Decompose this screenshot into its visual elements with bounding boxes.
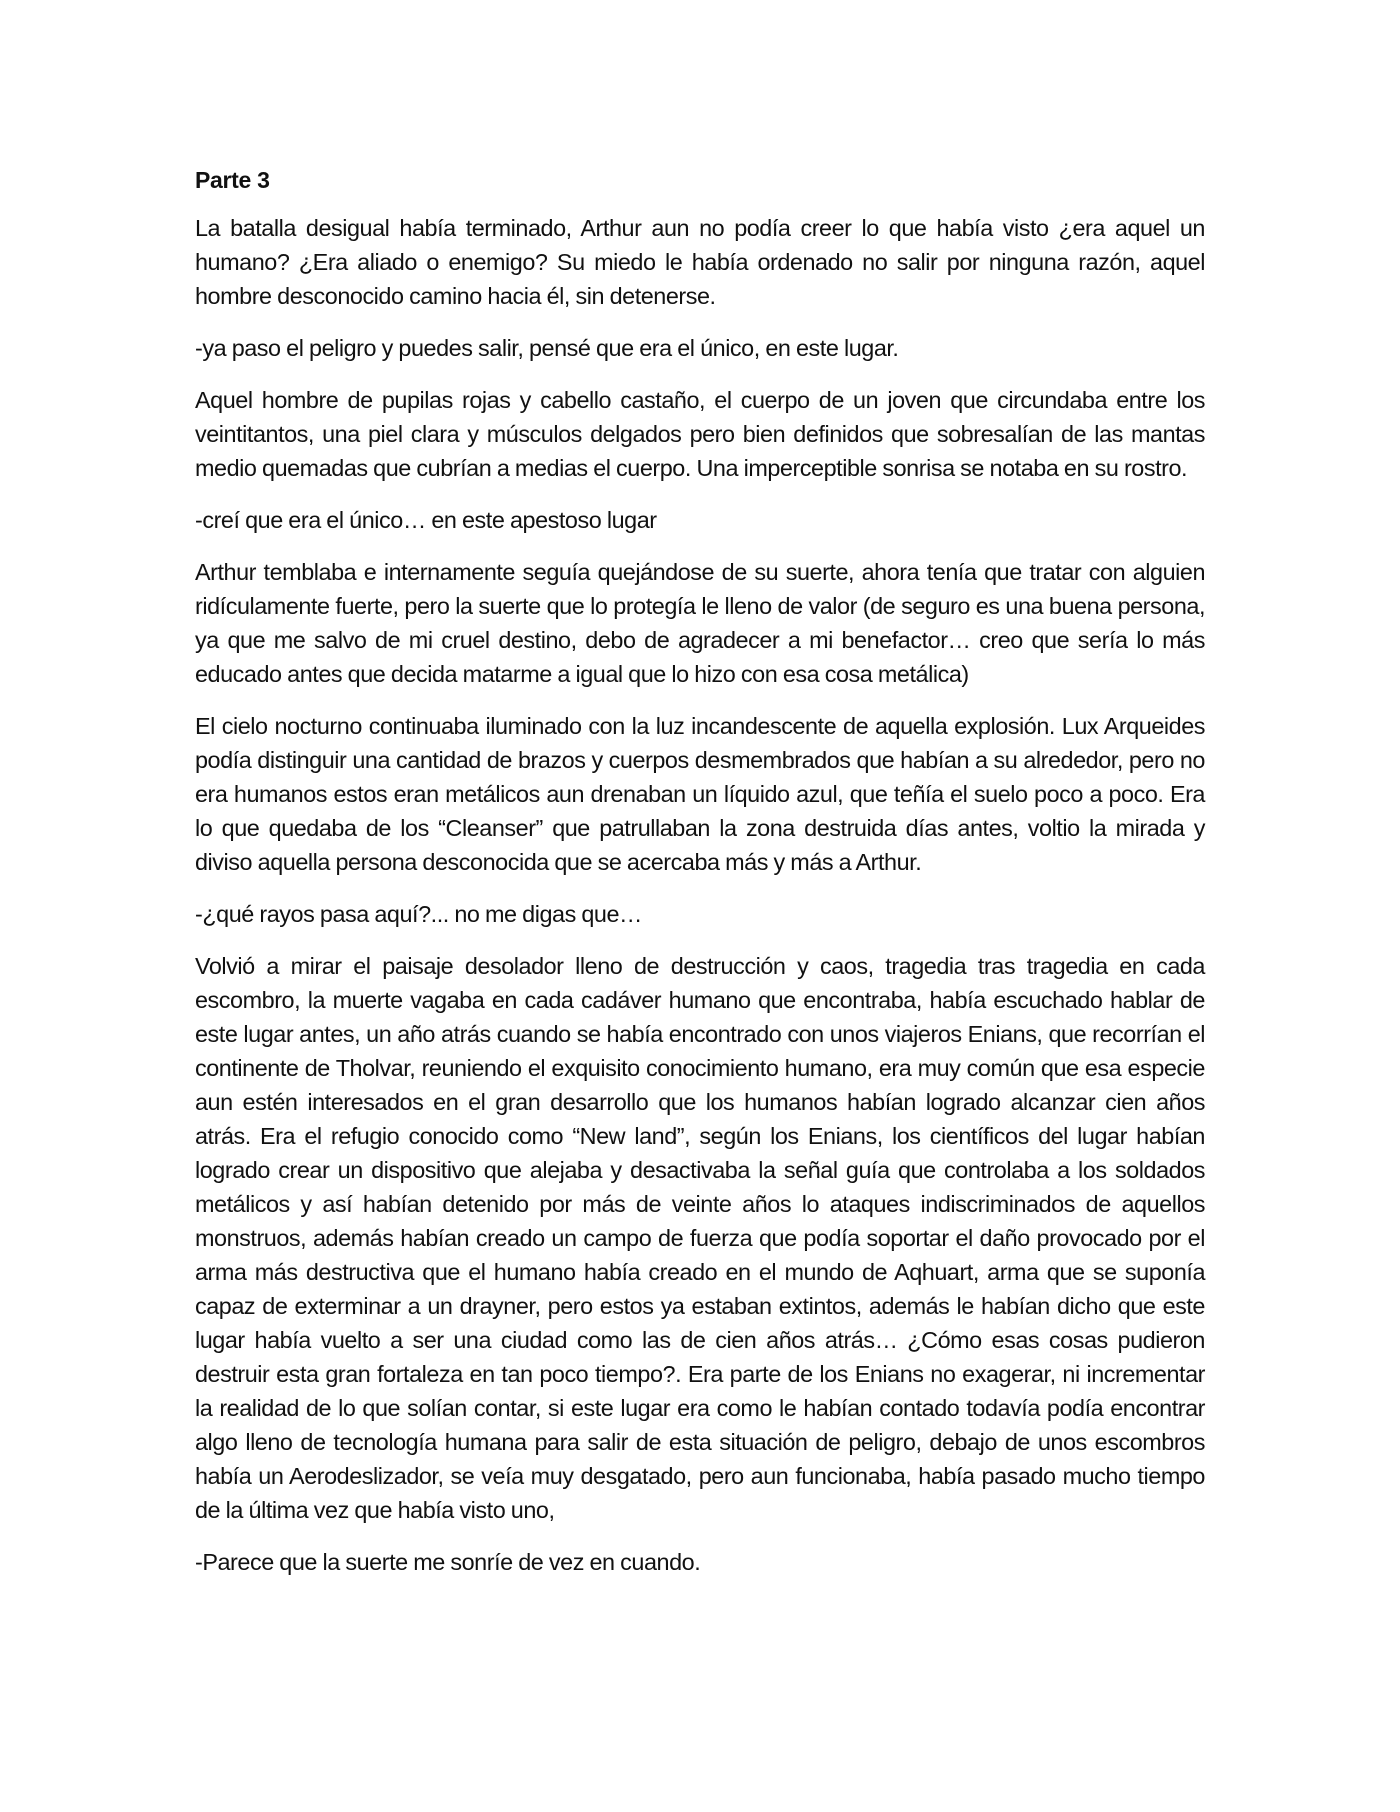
dialogue-line: -creí que era el único… en este apestoso lugar [195, 507, 657, 533]
dialogue-line: -ya paso el peligro y puedes salir, pensé que era el único, en este lugar. [195, 335, 899, 361]
narration-paragraph: Volvió a mirar el paisaje desolador lleno de destrucción y caos, tragedia tras tragedia en cada escombro, la muerte vagaba en cada cadáver humano que encontraba, había escuchado hablar de este lugar antes, un año atrás cuando se había encontrado con unos viajeros Enians, que recorrían el continente de Tholvar, reuniendo el exquisito conocimiento humano, era muy común que esa especie aun estén interesados en el gran desarrollo que los humanos habían logrado alcanzar cien años atrás. Era el refugio conocido como “New land”, según los Enians, los científicos del lugar habían logrado crear un dispositivo que alejaba y desactivaba la señal guía que controlaba a los soldados metálicos y así habían detenido por más de veinte años lo ataques indiscriminados de aquellos monstruos, además habían creado un campo de fuerza que podía soportar el daño provocado por el arma más destructiva que el humano había creado en el mundo de Aqhuart, arma que se suponía capaz de exterminar a un drayner, pero estos ya estaban extintos, además le habían dicho que este lugar había vuelto a ser una ciudad como las de cien años atrás… ¿Cómo esas cosas pudieron destruir esta gran fortaleza en tan poco tiempo?. Era parte de los Enians no exagerar, ni incrementar la realidad de lo que solían contar, si este lugar era como le habían contado todavía podía encontrar algo lleno de tecnología humana para salir de esta situación de peligro, debajo de unos escombros había un Aerodeslizador, se veía muy desgatado, pero aun funcionaba, había pasado mucho tiempo de la última vez que había visto uno, [195, 953, 1205, 1523]
document-page [195, 163, 1205, 1597]
narration-paragraph: Arthur temblaba e internamente seguía quejándose de su suerte, ahora tenía que tratar con alguien ridículamente fuerte, pero la suerte que lo protegía le lleno de valor (de seguro es una buena persona, ya que me salvo de mi cruel destino, debo de agradecer a mi benefactor… creo que sería lo más educado antes que decida matarme a igual que lo hizo con esa cosa metálica) [195, 559, 1205, 687]
narration-paragraph: La batalla desigual había terminado, Arthur aun no podía creer lo que había visto ¿era aquel un humano? ¿Era aliado o enemigo? Su miedo le había ordenado no salir por ninguna razón, aquel hombre desconocido camino hacia él, sin detenerse. [195, 215, 1205, 309]
dialogue-line: -¿qué rayos pasa aquí?... no me digas que… [195, 901, 642, 927]
dialogue-line: -Parece que la suerte me sonríe de vez en cuando. [195, 1549, 701, 1575]
section-heading: Parte 3 [195, 167, 270, 193]
narration-paragraph: Aquel hombre de pupilas rojas y cabello castaño, el cuerpo de un joven que circundaba entre los veintitantos, una piel clara y músculos delgados pero bien definidos que sobresalían de las mantas medio quemadas que cubrían a medias el cuerpo. Una imperceptible sonrisa se notaba en su rostro. [195, 387, 1205, 481]
body-text [195, 211, 1205, 1579]
narration-paragraph: El cielo nocturno continuaba iluminado con la luz incandescente de aquella explosión. Lux Arqueides podía distinguir una cantidad de brazos y cuerpos desmembrados que habían a su alrededor, pero no era humanos estos eran metálicos aun drenaban un líquido azul, que teñía el suelo poco a poco. Era lo que quedaba de los “Cleanser” que patrullaban la zona destruida días antes, voltio la mirada y diviso aquella persona desconocida que se acercaba más y más a Arthur. [195, 713, 1205, 875]
